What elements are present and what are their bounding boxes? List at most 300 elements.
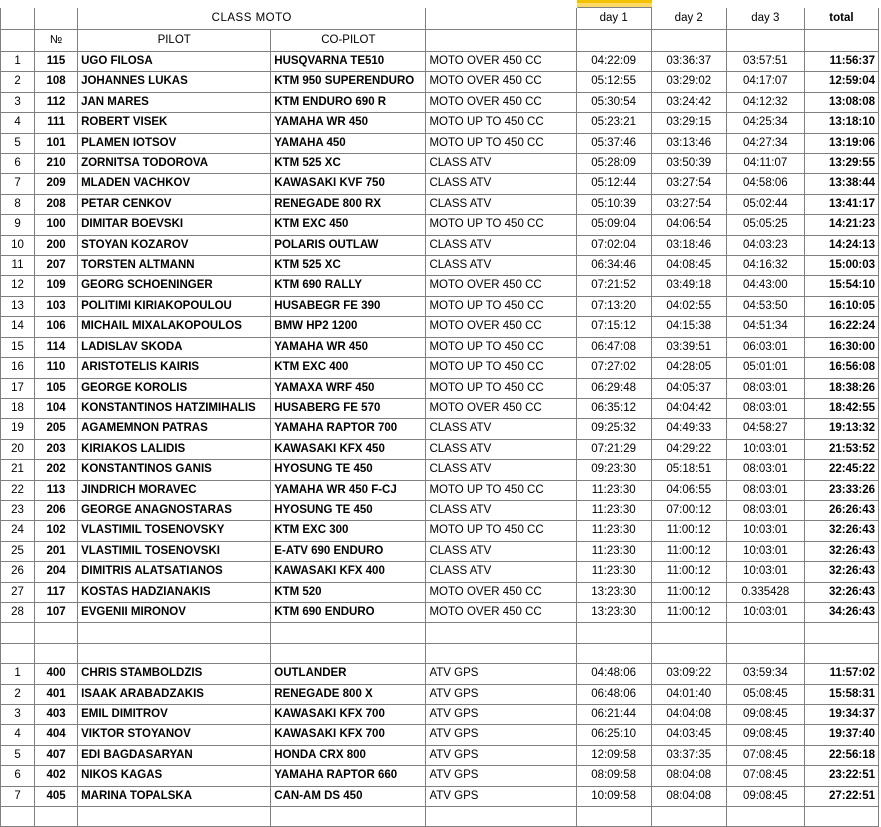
table-row[interactable] [1,521,879,541]
cell-day1[interactable]: 06:21:44 [576,704,651,724]
cell-day2[interactable]: 07:00:12 [651,500,726,520]
table-row[interactable] [1,194,879,214]
cell-rank[interactable]: 7 [1,174,35,194]
cell-class[interactable]: CLASS ATV [426,500,576,520]
cell-copilot[interactable]: YAMAHA RAPTOR 700 [271,419,426,439]
cell-day3[interactable]: 07:08:45 [726,766,804,786]
table-row[interactable] [1,684,879,704]
cell-rank[interactable]: 15 [1,337,35,357]
header-day3[interactable]: day 3 [726,8,804,30]
col-strip-day3[interactable] [727,0,806,8]
cell-total[interactable]: 32:26:43 [804,521,878,541]
cell-day1[interactable]: 06:47:08 [576,337,651,357]
cell-pilot[interactable]: JAN MARES [78,92,271,112]
cell-rank[interactable]: 23 [1,500,35,520]
col-strip-day2[interactable] [652,0,728,8]
cell-day1[interactable]: 08:09:58 [576,766,651,786]
table-row[interactable] [1,398,879,418]
cell-class[interactable]: MOTO OVER 450 CC [426,317,576,337]
cell-copilot[interactable]: RENEGADE 800 RX [271,194,426,214]
cell-number[interactable]: 401 [35,684,78,704]
cell-day1[interactable]: 05:30:54 [576,92,651,112]
cell-copilot[interactable]: KTM 950 SUPERENDURO [271,72,426,92]
cell-copilot[interactable]: KAWASAKI KFX 700 [271,704,426,724]
cell-total[interactable]: 13:19:06 [804,133,878,153]
cell-class[interactable]: ATV GPS [426,766,576,786]
cell-class[interactable]: MOTO UP TO 450 CC [426,215,576,235]
empty-cell[interactable] [35,643,78,663]
cell-class[interactable]: MOTO UP TO 450 CC [426,133,576,153]
cell-number[interactable]: 201 [35,541,78,561]
cell-rank[interactable]: 7 [1,786,35,806]
cell-day2[interactable]: 03:27:54 [651,194,726,214]
cell-day3[interactable]: 04:16:32 [726,256,804,276]
cell-pilot[interactable]: EDI BAGDASARYAN [78,745,271,765]
cell-day2[interactable]: 03:50:39 [651,154,726,174]
empty-cell[interactable] [651,807,726,827]
cell-total[interactable]: 16:10:05 [804,296,878,316]
cell-class[interactable]: ATV GPS [426,664,576,684]
cell-day1[interactable]: 04:22:09 [576,52,651,72]
cell-rank[interactable]: 10 [1,235,35,255]
cell-day3[interactable]: 05:02:44 [726,194,804,214]
empty-cell[interactable] [271,807,426,827]
empty-cell[interactable] [804,643,878,663]
cell-copilot[interactable]: KAWASAKI KFX 400 [271,562,426,582]
cell-total[interactable]: 13:29:55 [804,154,878,174]
empty-separator-row[interactable] [1,807,879,827]
cell-total[interactable]: 32:26:43 [804,582,878,602]
cell-copilot[interactable]: BMW HP2 1200 [271,317,426,337]
cell-class[interactable]: CLASS ATV [426,235,576,255]
cell-day3[interactable]: 08:03:01 [726,500,804,520]
cell-rank[interactable]: 3 [1,92,35,112]
empty-cell[interactable] [726,807,804,827]
cell-day1[interactable]: 11:23:30 [576,480,651,500]
table-row[interactable] [1,92,879,112]
cell-day1[interactable]: 07:21:52 [576,276,651,296]
empty-cell[interactable] [576,643,651,663]
cell-class[interactable]: ATV GPS [426,725,576,745]
table-row[interactable] [1,256,879,276]
cell-number[interactable]: 114 [35,337,78,357]
cell-day3[interactable]: 10:03:01 [726,602,804,622]
cell-pilot[interactable]: POLITIMI KIRIAKOPOULOU [78,296,271,316]
cell-pilot[interactable]: EMIL DIMITROV [78,704,271,724]
cell-day3[interactable]: 04:43:00 [726,276,804,296]
cell-total[interactable]: 11:56:37 [804,52,878,72]
cell-total[interactable]: 16:22:24 [804,317,878,337]
table-row[interactable] [1,725,879,745]
cell-day3[interactable]: 10:03:01 [726,521,804,541]
cell-day2[interactable]: 03:49:18 [651,276,726,296]
cell-day3[interactable]: 04:58:27 [726,419,804,439]
cell-number[interactable]: 111 [35,113,78,133]
header-copilot[interactable]: CO-PILOT [271,30,426,52]
header-pilot[interactable]: PILOT [78,30,271,52]
cell-total[interactable]: 16:30:00 [804,337,878,357]
cell-day3[interactable]: 07:08:45 [726,745,804,765]
table-row[interactable] [1,562,879,582]
cell-rank[interactable]: 21 [1,460,35,480]
cell-day1[interactable]: 11:23:30 [576,541,651,561]
cell-day3[interactable]: 04:27:34 [726,133,804,153]
cell-copilot[interactable]: POLARIS OUTLAW [271,235,426,255]
cell-rank[interactable]: 6 [1,154,35,174]
header-day2[interactable]: day 2 [651,8,726,30]
col-strip-total[interactable] [805,0,879,8]
cell-day3[interactable]: 10:03:01 [726,541,804,561]
cell-day3[interactable]: 10:03:01 [726,439,804,459]
cell-total[interactable]: 32:26:43 [804,562,878,582]
cell-number[interactable]: 400 [35,664,78,684]
cell-number[interactable]: 102 [35,521,78,541]
cell-day2[interactable]: 04:04:08 [651,704,726,724]
cell-total[interactable]: 11:57:02 [804,664,878,684]
cell-number[interactable]: 203 [35,439,78,459]
cell-class[interactable]: MOTO OVER 450 CC [426,582,576,602]
cell-number[interactable]: 108 [35,72,78,92]
cell-number[interactable]: 117 [35,582,78,602]
cell-day2[interactable]: 04:28:05 [651,358,726,378]
cell-total[interactable]: 22:45:22 [804,460,878,480]
cell-copilot[interactable]: CAN-AM DS 450 [271,786,426,806]
cell-copilot[interactable]: YAMAHA WR 450 [271,113,426,133]
cell-rank[interactable]: 26 [1,562,35,582]
cell-rank[interactable]: 5 [1,133,35,153]
cell-day1[interactable]: 05:37:46 [576,133,651,153]
col-strip-class[interactable] [425,0,578,8]
cell-day1[interactable]: 10:09:58 [576,786,651,806]
cell-day3[interactable]: 03:57:51 [726,52,804,72]
table-row[interactable] [1,704,879,724]
cell-copilot[interactable]: KTM EXC 450 [271,215,426,235]
cell-total[interactable]: 16:56:08 [804,358,878,378]
cell-copilot[interactable]: YAMAHA WR 450 F-CJ [271,480,426,500]
cell-class[interactable]: CLASS ATV [426,562,576,582]
cell-day1[interactable]: 09:23:30 [576,460,651,480]
cell-day2[interactable]: 11:00:12 [651,562,726,582]
cell-number[interactable]: 402 [35,766,78,786]
cell-number[interactable]: 202 [35,460,78,480]
cell-copilot[interactable]: YAMAHA 450 [271,133,426,153]
cell-rank[interactable]: 3 [1,704,35,724]
cell-day3[interactable]: 04:11:07 [726,154,804,174]
cell-rank[interactable]: 9 [1,215,35,235]
cell-day2[interactable]: 03:09:22 [651,664,726,684]
header-blank-class[interactable] [426,8,576,30]
table-row[interactable] [1,317,879,337]
cell-rank[interactable]: 1 [1,664,35,684]
cell-day2[interactable]: 03:27:54 [651,174,726,194]
cell-day3[interactable]: 08:03:01 [726,378,804,398]
cell-copilot[interactable]: KTM 520 [271,582,426,602]
cell-copilot[interactable]: YAMAXA WRF 450 [271,378,426,398]
cell-pilot[interactable]: NIKOS KAGAS [78,766,271,786]
cell-copilot[interactable]: KTM 525 XC [271,154,426,174]
cell-rank[interactable]: 1 [1,52,35,72]
cell-pilot[interactable]: MICHAIL MIXALAKOPOULOS [78,317,271,337]
table-row[interactable] [1,215,879,235]
cell-day1[interactable]: 07:21:29 [576,439,651,459]
cell-pilot[interactable]: MARINA TOPALSKA [78,786,271,806]
cell-copilot[interactable]: KAWASAKI KFX 700 [271,725,426,745]
cell-class[interactable]: MOTO OVER 450 CC [426,72,576,92]
cell-day3[interactable]: 05:08:45 [726,684,804,704]
cell-day2[interactable]: 08:04:08 [651,786,726,806]
cell-day2[interactable]: 03:24:42 [651,92,726,112]
cell-copilot[interactable]: KTM EXC 400 [271,358,426,378]
cell-total[interactable]: 13:38:44 [804,174,878,194]
cell-day3[interactable]: 05:05:25 [726,215,804,235]
empty-cell[interactable] [78,643,271,663]
cell-day1[interactable]: 06:35:12 [576,398,651,418]
header-day2-sub[interactable] [651,30,726,52]
cell-pilot[interactable]: VIKTOR STOYANOV [78,725,271,745]
cell-copilot[interactable]: HUSABEGR FE 390 [271,296,426,316]
cell-class[interactable]: MOTO OVER 450 CC [426,602,576,622]
cell-day1[interactable]: 06:25:10 [576,725,651,745]
cell-day1[interactable]: 04:48:06 [576,664,651,684]
cell-day2[interactable]: 04:02:55 [651,296,726,316]
cell-pilot[interactable]: GEORGE KOROLIS [78,378,271,398]
cell-copilot[interactable]: KAWASAKI KFX 450 [271,439,426,459]
cell-class[interactable]: MOTO OVER 450 CC [426,92,576,112]
cell-day3[interactable]: 08:03:01 [726,398,804,418]
cell-number[interactable]: 204 [35,562,78,582]
header-number[interactable]: № [35,30,78,52]
cell-day3[interactable]: 06:03:01 [726,337,804,357]
cell-copilot[interactable]: KAWASAKI KVF 750 [271,174,426,194]
table-row[interactable] [1,766,879,786]
cell-day2[interactable]: 08:04:08 [651,766,726,786]
cell-day3[interactable]: 04:53:50 [726,296,804,316]
cell-class[interactable]: MOTO UP TO 450 CC [426,480,576,500]
cell-day2[interactable]: 03:36:37 [651,52,726,72]
table-row[interactable] [1,602,879,622]
cell-pilot[interactable]: KONSTANTINOS GANIS [78,460,271,480]
table-row[interactable] [1,582,879,602]
cell-day2[interactable]: 04:01:40 [651,684,726,704]
table-row[interactable] [1,541,879,561]
header-class[interactable] [426,30,576,52]
cell-pilot[interactable]: EVGENII MIRONOV [78,602,271,622]
table-row[interactable] [1,419,879,439]
cell-day1[interactable]: 11:23:30 [576,500,651,520]
cell-total[interactable]: 13:41:17 [804,194,878,214]
cell-copilot[interactable]: YAMAHA WR 450 [271,337,426,357]
cell-day2[interactable]: 04:29:22 [651,439,726,459]
cell-pilot[interactable]: ARISTOTELIS KAIRIS [78,358,271,378]
cell-day1[interactable]: 09:25:32 [576,419,651,439]
table-row[interactable] [1,786,879,806]
cell-day1[interactable]: 07:02:04 [576,235,651,255]
cell-day2[interactable]: 04:08:45 [651,256,726,276]
cell-day2[interactable]: 03:18:46 [651,235,726,255]
cell-rank[interactable]: 28 [1,602,35,622]
empty-cell[interactable] [576,807,651,827]
empty-cell[interactable] [804,807,878,827]
empty-cell[interactable] [35,807,78,827]
table-row[interactable] [1,52,879,72]
cell-day3[interactable]: 09:08:45 [726,704,804,724]
cell-day1[interactable]: 06:48:06 [576,684,651,704]
cell-rank[interactable]: 4 [1,113,35,133]
cell-class[interactable]: CLASS ATV [426,174,576,194]
cell-number[interactable]: 115 [35,52,78,72]
table-row[interactable] [1,480,879,500]
cell-rank[interactable]: 27 [1,582,35,602]
empty-separator-row[interactable] [1,623,879,643]
table-row[interactable] [1,745,879,765]
cell-day1[interactable]: 05:09:04 [576,215,651,235]
cell-day1[interactable]: 13:23:30 [576,602,651,622]
cell-total[interactable]: 19:13:32 [804,419,878,439]
cell-number[interactable]: 104 [35,398,78,418]
header-day1[interactable]: day 1 [576,8,651,30]
cell-class[interactable]: MOTO UP TO 450 CC [426,113,576,133]
cell-day1[interactable]: 05:23:21 [576,113,651,133]
empty-cell[interactable] [726,623,804,643]
cell-number[interactable]: 207 [35,256,78,276]
cell-pilot[interactable]: ISAAK ARABADZAKIS [78,684,271,704]
cell-class[interactable]: ATV GPS [426,786,576,806]
cell-day2[interactable]: 11:00:12 [651,582,726,602]
cell-day1[interactable]: 07:13:20 [576,296,651,316]
cell-class[interactable]: MOTO UP TO 450 CC [426,521,576,541]
cell-total[interactable]: 15:00:03 [804,256,878,276]
cell-day2[interactable]: 11:00:12 [651,521,726,541]
cell-day3[interactable]: 08:03:01 [726,460,804,480]
cell-day1[interactable]: 06:29:48 [576,378,651,398]
empty-cell[interactable] [651,623,726,643]
cell-day2[interactable]: 04:05:37 [651,378,726,398]
cell-pilot[interactable]: GEORGE ANAGNOSTARAS [78,500,271,520]
cell-total[interactable]: 34:26:43 [804,602,878,622]
cell-day2[interactable]: 04:15:38 [651,317,726,337]
cell-copilot[interactable]: HYOSUNG TE 450 [271,460,426,480]
cell-class[interactable]: ATV GPS [426,704,576,724]
table-row[interactable] [1,664,879,684]
cell-total[interactable]: 18:42:55 [804,398,878,418]
cell-copilot[interactable]: KTM 690 RALLY [271,276,426,296]
col-strip-pilot[interactable] [77,0,271,8]
cell-pilot[interactable]: UGO FILOSA [78,52,271,72]
cell-rank[interactable]: 20 [1,439,35,459]
cell-day2[interactable]: 03:29:15 [651,113,726,133]
cell-class[interactable]: MOTO UP TO 450 CC [426,358,576,378]
cell-number[interactable]: 106 [35,317,78,337]
cell-day2[interactable]: 04:49:33 [651,419,726,439]
cell-total[interactable]: 13:18:10 [804,113,878,133]
cell-total[interactable]: 32:26:43 [804,541,878,561]
cell-day3[interactable]: 04:25:34 [726,113,804,133]
cell-total[interactable]: 15:54:10 [804,276,878,296]
cell-class[interactable]: CLASS ATV [426,154,576,174]
cell-day2[interactable]: 04:06:54 [651,215,726,235]
cell-number[interactable]: 113 [35,480,78,500]
cell-day1[interactable]: 07:15:12 [576,317,651,337]
cell-rank[interactable]: 5 [1,745,35,765]
cell-day2[interactable]: 03:37:35 [651,745,726,765]
cell-day3[interactable]: 09:08:45 [726,786,804,806]
cell-total[interactable]: 13:08:08 [804,92,878,112]
empty-cell[interactable] [576,623,651,643]
cell-class[interactable]: MOTO OVER 450 CC [426,398,576,418]
cell-day2[interactable]: 04:04:42 [651,398,726,418]
cell-pilot[interactable]: PLAMEN IOTSOV [78,133,271,153]
header-blank-number[interactable] [35,8,78,30]
cell-number[interactable]: 109 [35,276,78,296]
cell-copilot[interactable]: OUTLANDER [271,664,426,684]
cell-rank[interactable]: 2 [1,684,35,704]
cell-copilot[interactable]: RENEGADE 800 X [271,684,426,704]
empty-cell[interactable] [726,643,804,663]
empty-cell[interactable] [1,623,35,643]
cell-rank[interactable]: 16 [1,358,35,378]
cell-rank[interactable]: 2 [1,72,35,92]
cell-number[interactable]: 205 [35,419,78,439]
empty-cell[interactable] [271,623,426,643]
cell-day1[interactable]: 05:28:09 [576,154,651,174]
cell-day2[interactable]: 03:39:51 [651,337,726,357]
cell-day2[interactable]: 03:13:46 [651,133,726,153]
col-strip-rank[interactable] [0,0,35,8]
cell-pilot[interactable]: ZORNITSA TODOROVA [78,154,271,174]
cell-class[interactable]: CLASS ATV [426,439,576,459]
table-row[interactable] [1,276,879,296]
cell-rank[interactable]: 4 [1,725,35,745]
cell-class[interactable]: MOTO UP TO 450 CC [426,296,576,316]
cell-day3[interactable]: 05:01:01 [726,358,804,378]
empty-separator-row[interactable] [1,643,879,663]
cell-pilot[interactable]: AGAMEMNON PATRAS [78,419,271,439]
cell-total[interactable]: 18:38:26 [804,378,878,398]
cell-number[interactable]: 407 [35,745,78,765]
cell-pilot[interactable]: KIRIAKOS LALIDIS [78,439,271,459]
cell-number[interactable]: 107 [35,602,78,622]
empty-cell[interactable] [651,643,726,663]
cell-class[interactable]: CLASS ATV [426,194,576,214]
cell-day2[interactable]: 11:00:12 [651,602,726,622]
cell-total[interactable]: 15:58:31 [804,684,878,704]
cell-day2[interactable]: 05:18:51 [651,460,726,480]
cell-class[interactable]: ATV GPS [426,684,576,704]
cell-number[interactable]: 206 [35,500,78,520]
cell-pilot[interactable]: KONSTANTINOS HATZIMIHALIS [78,398,271,418]
cell-class[interactable]: MOTO OVER 450 CC [426,276,576,296]
cell-day3[interactable]: 04:51:34 [726,317,804,337]
cell-rank[interactable]: 19 [1,419,35,439]
table-row[interactable] [1,337,879,357]
cell-day1[interactable]: 13:23:30 [576,582,651,602]
cell-total[interactable]: 21:53:52 [804,439,878,459]
cell-day2[interactable]: 03:29:02 [651,72,726,92]
cell-number[interactable]: 208 [35,194,78,214]
cell-class[interactable]: ATV GPS [426,745,576,765]
header-day1-sub[interactable] [576,30,651,52]
cell-number[interactable]: 105 [35,378,78,398]
cell-class[interactable]: CLASS ATV [426,541,576,561]
empty-cell[interactable] [35,623,78,643]
cell-pilot[interactable]: STOYAN KOZAROV [78,235,271,255]
cell-pilot[interactable]: LADISLAV SKODA [78,337,271,357]
cell-pilot[interactable]: ROBERT VISEK [78,113,271,133]
col-strip-number[interactable] [34,0,78,8]
cell-total[interactable]: 22:56:18 [804,745,878,765]
cell-number[interactable]: 100 [35,215,78,235]
cell-day3[interactable]: 0.335428 [726,582,804,602]
